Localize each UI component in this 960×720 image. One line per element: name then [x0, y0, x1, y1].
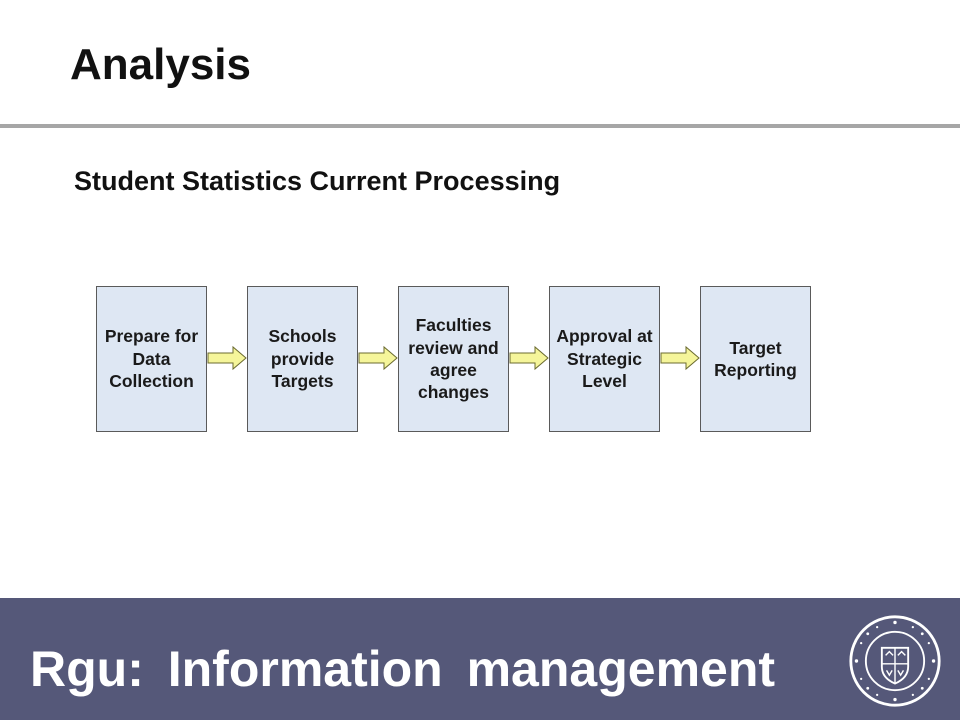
flow-arrow-1 [207, 345, 247, 371]
flow-step-approval-strategic-level [549, 286, 660, 432]
flow-step-label: Faculties review and agree changes [408, 315, 499, 403]
flow-arrow-4 [660, 345, 700, 371]
flow-step-prepare-data-collection [96, 286, 207, 432]
flow-arrow-3 [509, 345, 549, 371]
footer-title: Rgu: Information management [30, 641, 776, 697]
flow-step-label: Prepare for Data Collection [104, 326, 199, 392]
university-seal-logo [848, 614, 942, 708]
flow-step-label: Target Reporting [714, 337, 797, 380]
diagram-subtitle: Student Statistics Current Processing [74, 166, 561, 196]
flow-step-schools-provide-targets [247, 286, 358, 432]
flow-step-target-reporting [700, 286, 811, 432]
flow-step-label: Approval at Strategic Level [556, 326, 653, 392]
slide-title: Analysis [70, 40, 251, 89]
title-divider [0, 124, 960, 128]
flow-step-label: Schools provide Targets [268, 326, 337, 392]
flow-arrow-2 [358, 345, 398, 371]
flow-step-faculties-review [398, 286, 509, 432]
